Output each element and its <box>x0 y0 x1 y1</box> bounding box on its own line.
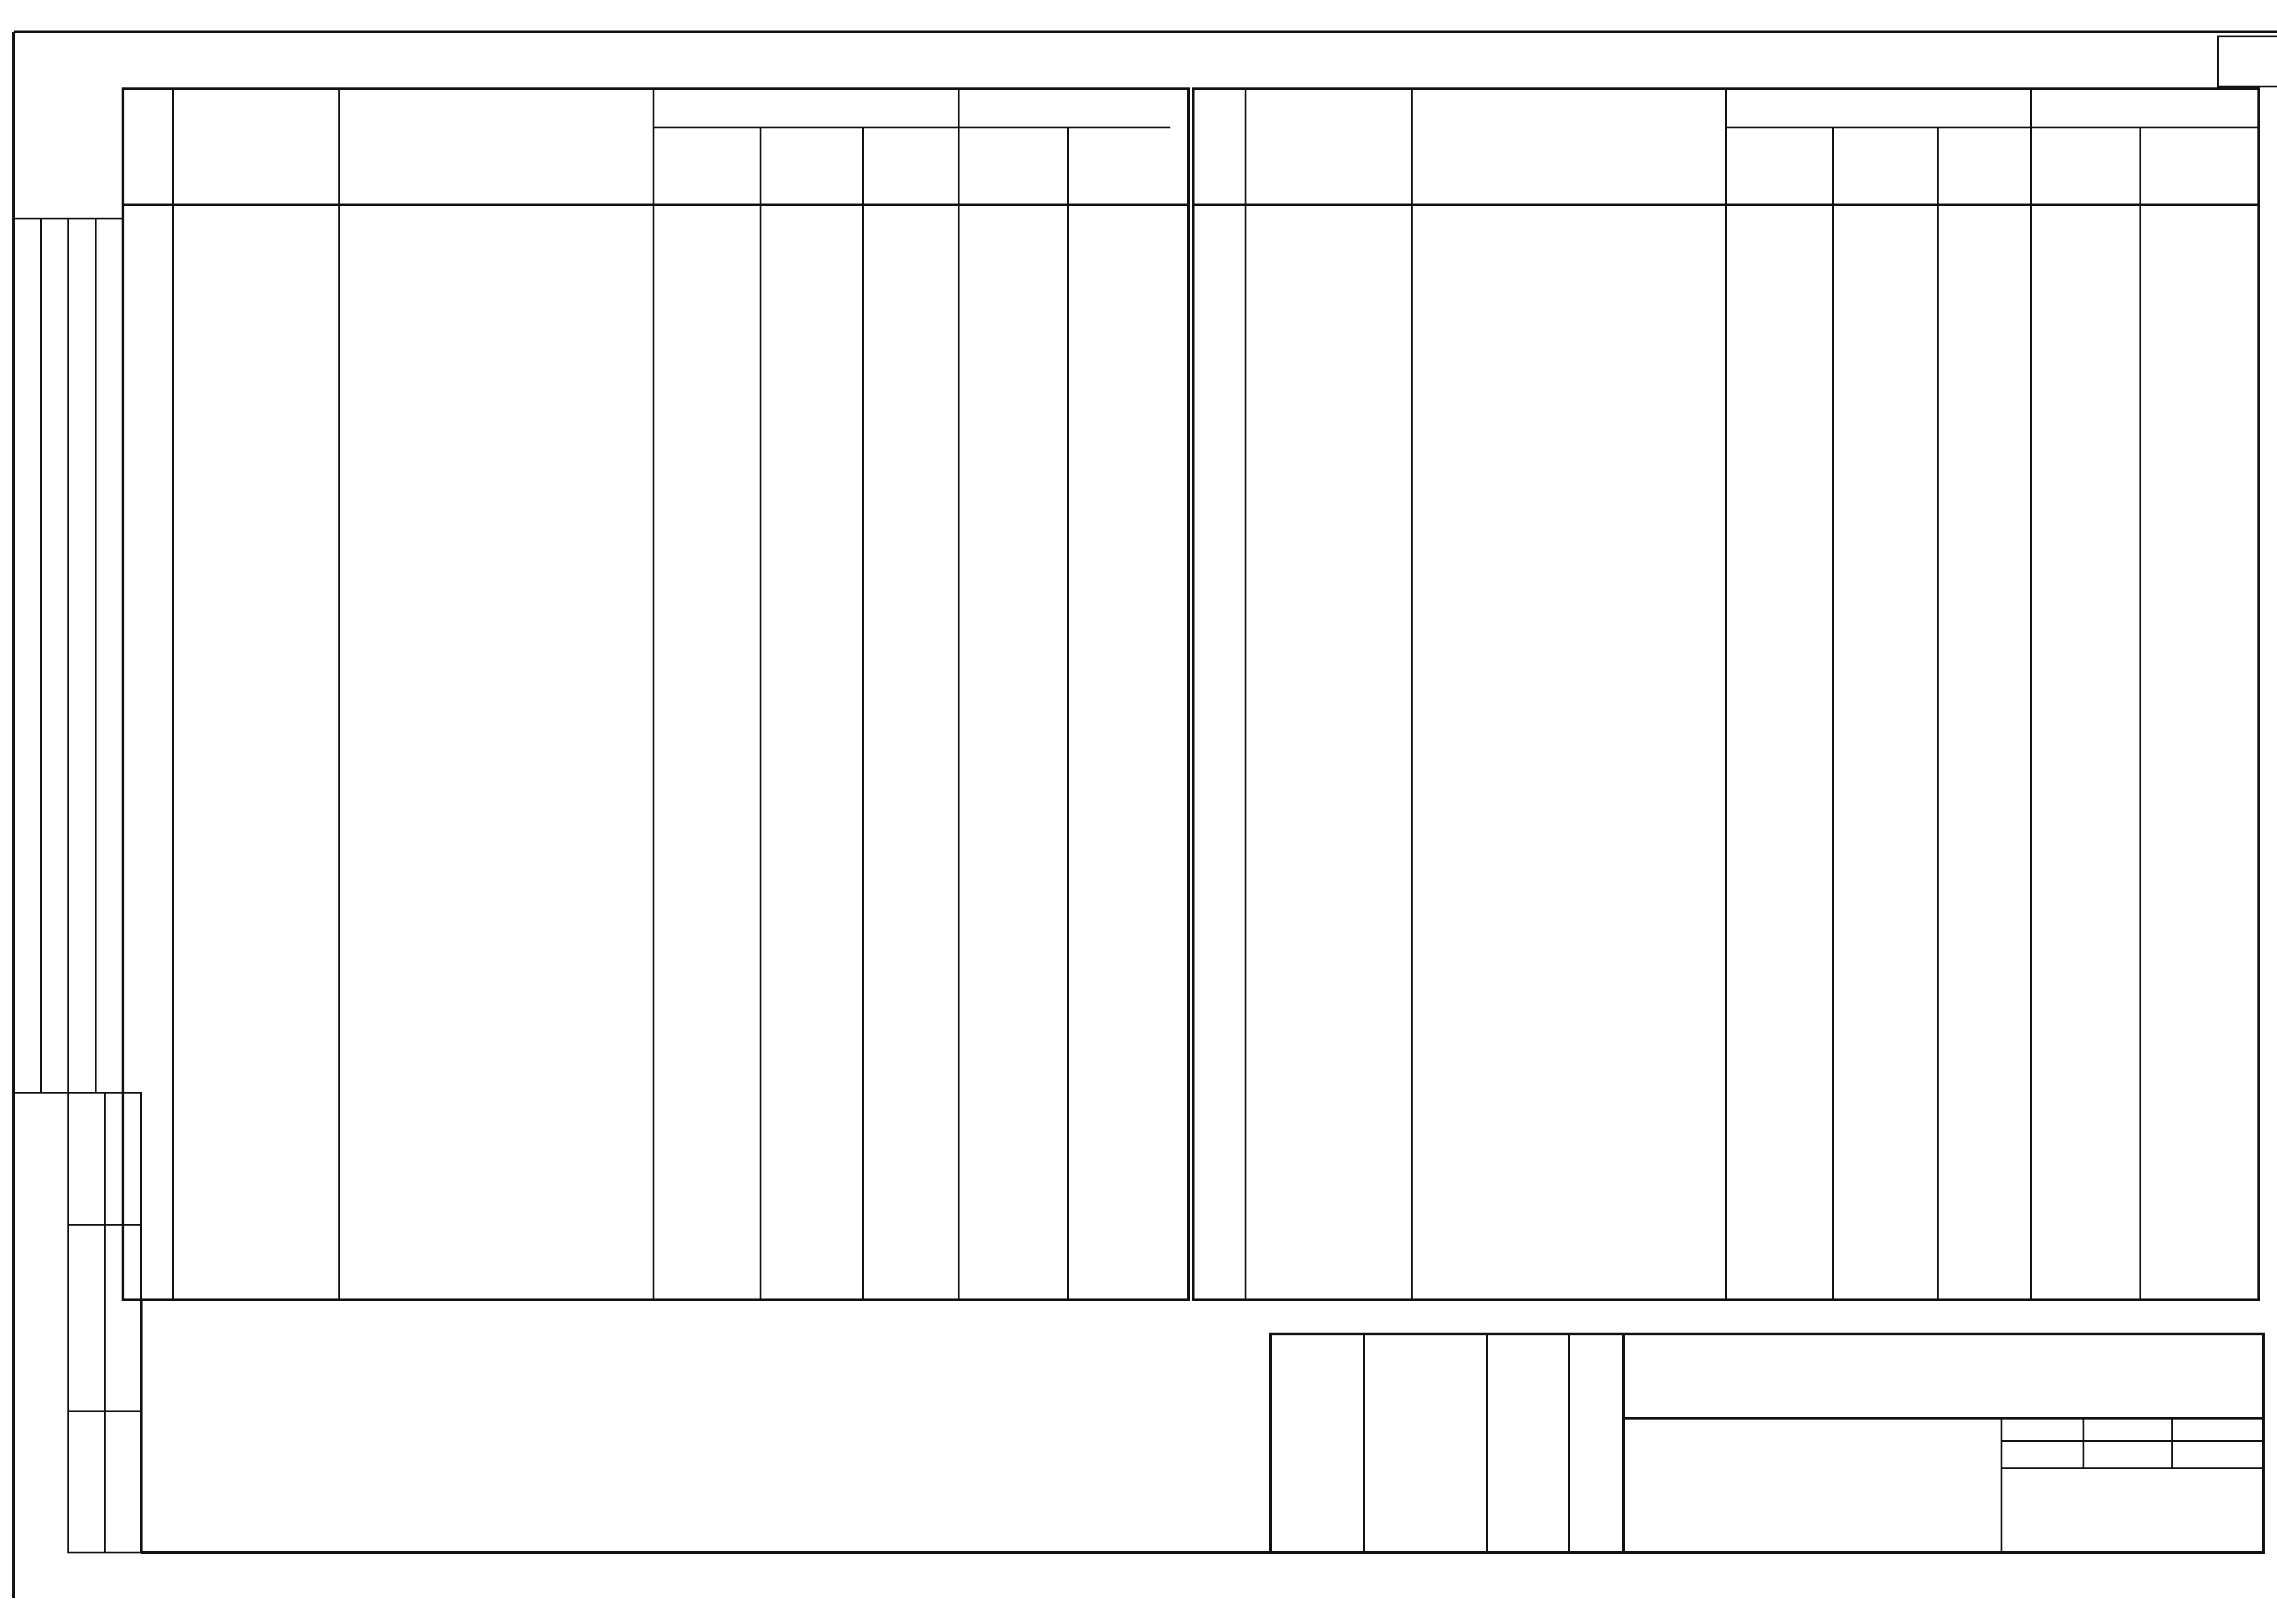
title-block <box>1271 1334 2263 1553</box>
side-stamp <box>68 1093 141 1553</box>
bottom-frame <box>141 1300 2263 1553</box>
approval-strip <box>14 219 123 1093</box>
page-number-box <box>2218 36 2277 87</box>
changes-table-right <box>1193 89 2259 1300</box>
changes-table-left <box>123 89 1189 1300</box>
